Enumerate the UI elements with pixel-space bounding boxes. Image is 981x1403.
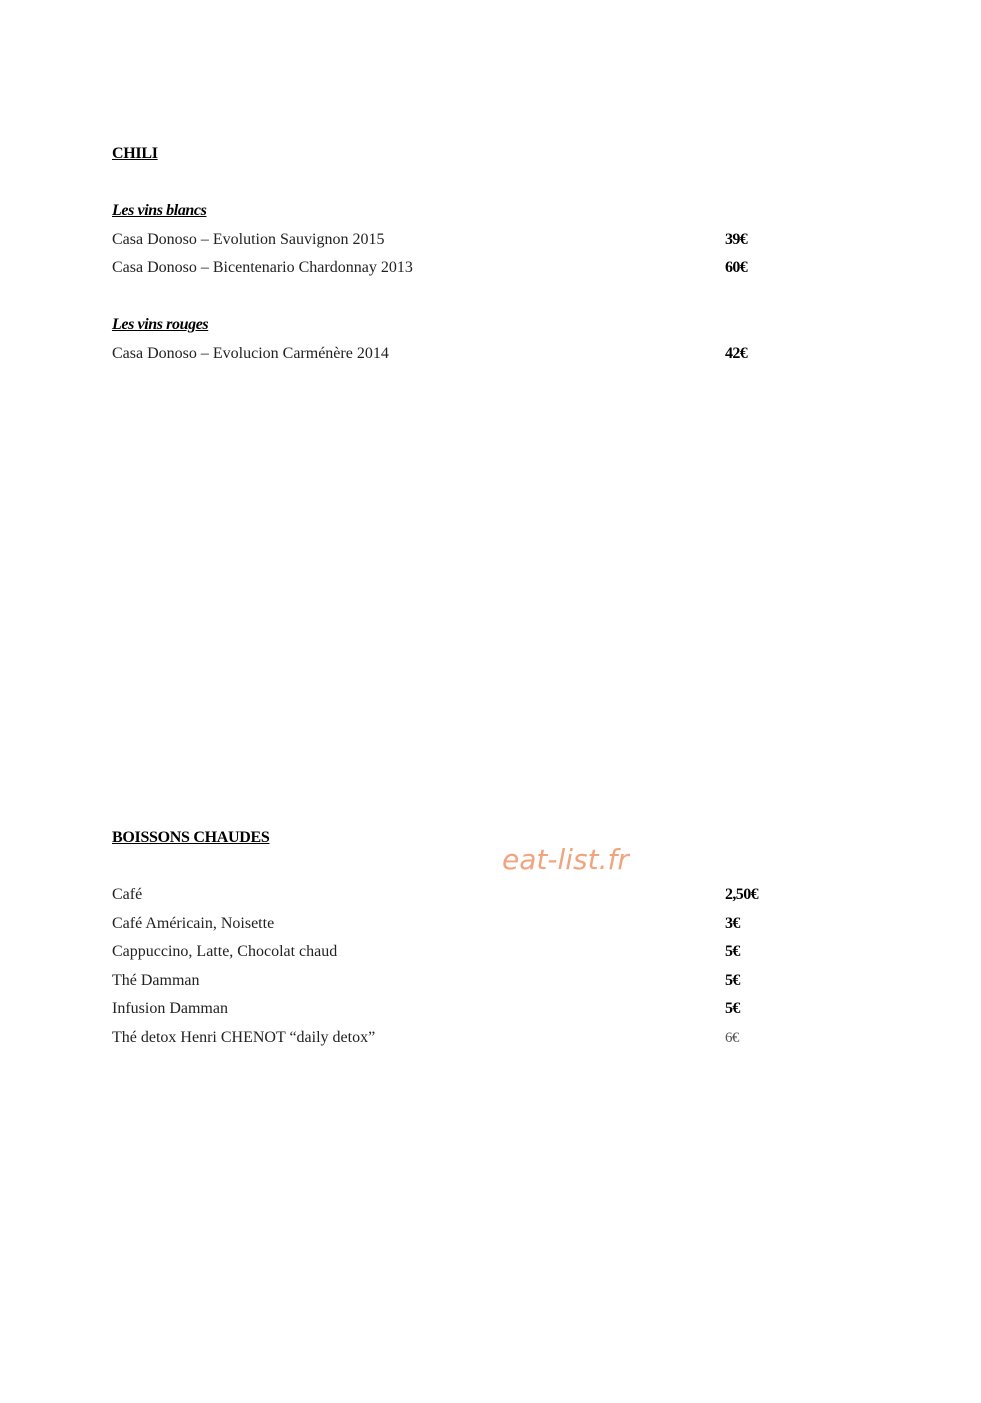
- menu-item-price: 5€: [725, 972, 740, 989]
- subsection-title-vins-rouges: Les vins rouges: [112, 316, 209, 333]
- section-title-chili: CHILI: [112, 145, 158, 162]
- menu-item-name: Café Américain, Noisette: [112, 915, 275, 932]
- subsection-title-vins-blancs: Les vins blancs: [112, 202, 207, 219]
- menu-item-price: 60€: [725, 259, 748, 276]
- menu-item-name: Thé Damman: [112, 972, 200, 989]
- menu-item-name: Casa Donoso – Evolution Sauvignon 2015: [112, 231, 385, 248]
- menu-item-name: Casa Donoso – Evolucion Carménère 2014: [112, 345, 389, 362]
- menu-item-price: 5€: [725, 1000, 740, 1017]
- menu-item-price: 2,50€: [725, 886, 759, 903]
- menu-item-price: 6€: [725, 1030, 739, 1046]
- menu-item-name: Casa Donoso – Bicentenario Chardonnay 2013: [112, 259, 413, 276]
- menu-item-price: 42€: [725, 345, 748, 362]
- menu-item-price: 5€: [725, 943, 740, 960]
- menu-item-name: Cappuccino, Latte, Chocolat chaud: [112, 943, 338, 960]
- menu-item-price: 3€: [725, 915, 740, 932]
- watermark-text: eat-list.fr: [502, 843, 629, 876]
- menu-item-name: Infusion Damman: [112, 1000, 228, 1017]
- section-title-boissons-chaudes: BOISSONS CHAUDES: [112, 829, 270, 846]
- menu-item-name: Thé detox Henri CHENOT “daily detox”: [112, 1029, 376, 1046]
- menu-item-price: 39€: [725, 231, 748, 248]
- menu-item-name: Café: [112, 886, 143, 903]
